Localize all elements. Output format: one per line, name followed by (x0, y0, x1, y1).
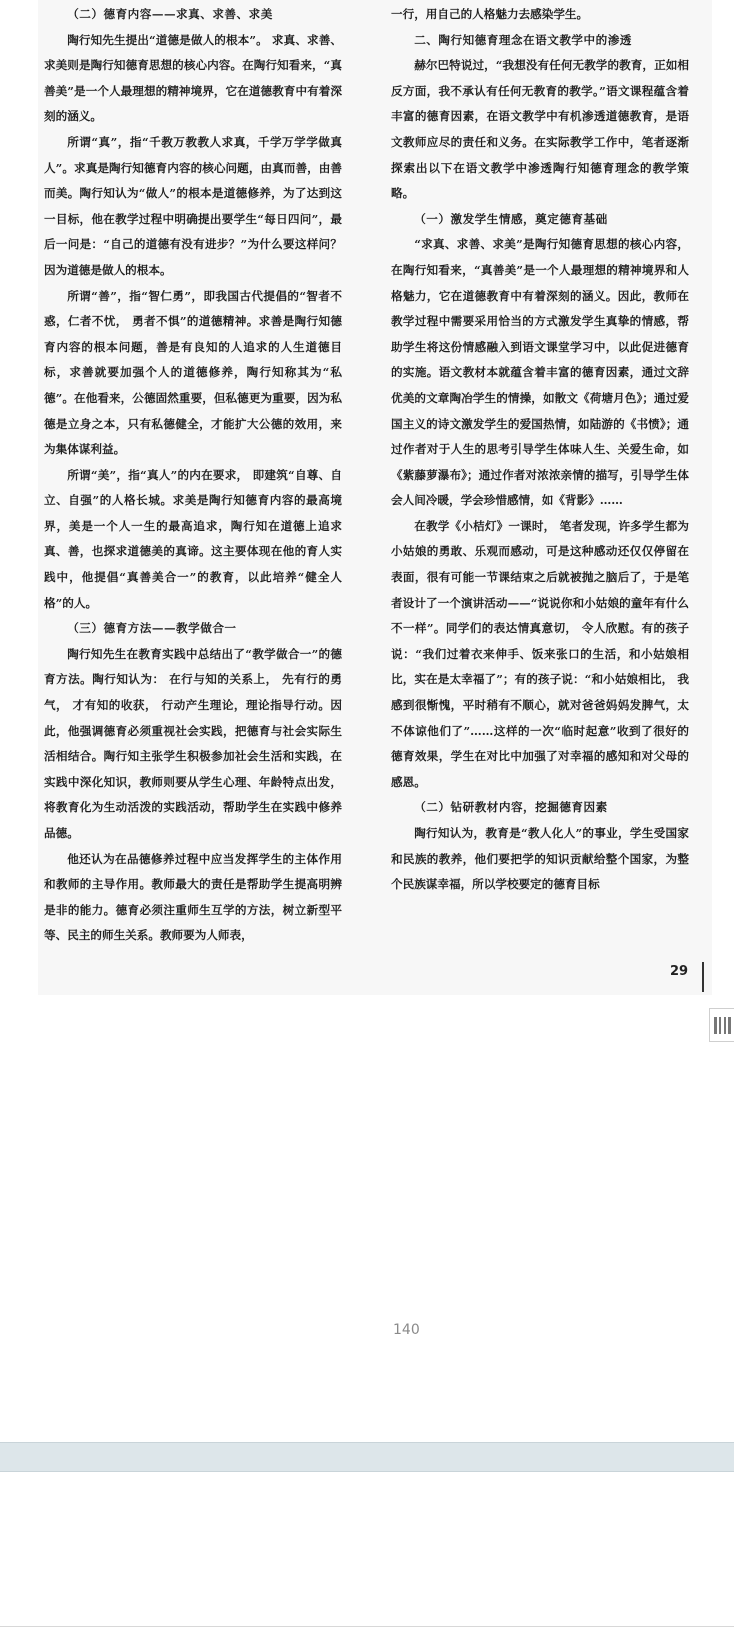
bottom-divider (0, 1626, 734, 1627)
paragraph: “求真、求善、求美”是陶行知德育思想的核心内容，在陶行知看来，“真善美”是一个人最理想的精神境界和人格魅力，它在道德教育中有着深刻的涵义。因此，教师在教学过程中需要采用恰当的方式激发学生真挚的情感，帮助学生将这份情感融入到语文课堂学习中，以此促进德育的实施。语文教材本就蕴含着丰富的德育因素，通过文辞优美的文章陶冶学生的情操，如散文《荷塘月色》；通过爱国主义的诗文激发学生的爱国热情，如陆游的《书愤》；通过作者对于人生的思考引导学生体味人生、关爱生命，如《紫藤萝瀑布》；通过作者对浓浓亲情的描写，引导学生体会人间冷暖，学会珍惜感情，如《背影》…… (391, 237, 689, 508)
journal-page-number: 29 (670, 964, 689, 979)
section-heading-stimulate-emotion: （一）激发学生情感，奠定德育基础 (414, 211, 608, 226)
paragraph: 在教学《小桔灯》一课时， 笔者发现，许多学生都为小姑娘的勇敢、乐观而感动，可是这种感动还仅仅停留在表面，很有可能一节课结束之后就被抛之脑后了，于是笔者设计了一个演讲活动——“说说你和小姑娘的童年有什么不一样”。同学们的表达情真意切， 令人欣慰。有的孩子说：“我们过着衣来伸手、饭来张口的生活，和小姑娘相比，实在是太幸福了”；有的孩子说：“和小姑娘相比， 我感到很惭愧，平时稍有不顺心，就对爸爸妈妈发脾气，太不体谅他们了”……这样的一次“临时起意”收到了很好的德育效果，学生在对比中加强了对幸福的感知和对父母的感恩。 (391, 518, 689, 789)
paragraph: 陶行知先生提出“道德是做人的根本”。 求真、求善、求美则是陶行知德育思想的核心内容。在陶行知看来，“真善美”是一个人最理想的精神境界，它在道德教育中有着深刻的涵义。 (44, 32, 342, 124)
qr-code-icon (714, 1017, 731, 1034)
paragraph: 赫尔巴特说过，“我想没有任何无教学的教育，正如相反方面，我不承认有任何无教育的教学。”语文课程蕴含着丰富的德育因素，在语文教学中有机渗透道德教育，是语文教师应尽的责任和义务。在实际教学工作中，笔者逐渐探索出以下在语文教学中渗透陶行知德育理念的教学策略。 (391, 58, 689, 201)
paragraph: 所谓“善”，指“智仁勇”，即我国古代提倡的“智者不惑，仁者不忧， 勇者不惧”的道德精神。求善是陶行知德育内容的根本问题，善是有良知的人追求的人生道德目标，求善就要加强个人的道德修养，陶行知称其为“私德”。在他看来，公德固然重要，但私德更为重要，因为私德是立身之本，只有私德健全，才能扩大公德的效用，来为集体谋利益。 (44, 288, 342, 457)
qr-code-tab[interactable] (709, 1008, 734, 1042)
left-column (44, 2, 342, 949)
viewer-toolbar-strip (0, 1442, 734, 1472)
viewer-page-number: 140 (393, 1322, 420, 1338)
paragraph: 陶行知认为，教育是“教人化人”的事业，学生受国家和民族的教养，他们要把学的知识贡献给整个国家，为整个民族谋幸福，所以学校要定的德育目标 (391, 826, 689, 892)
section-heading-main: 二、陶行知德育理念在语文教学中的渗透 (414, 32, 632, 47)
section-heading-moral-content: （二）德育内容——求真、求善、求美 (67, 7, 273, 21)
paragraph: 所谓“真”，指“千教万教教人求真，千学万学学做真人”。求真是陶行知德育内容的核心问题，由真而善，由善而美。陶行知认为“做人”的根本是道德修养，为了达到这一目标，他在教学过程中明确提出要学生“每日四问”，最后一问是：“自己的道德有没有进步？”为什么要这样问？因为道德是做人的根本。 (44, 134, 342, 277)
paragraph-continuation: 一行，用自己的人格魅力去感染学生。 (391, 7, 589, 21)
right-column (391, 2, 689, 898)
page-number-bar (702, 962, 704, 992)
paragraph: 所谓“美”，指“真人”的内在要求， 即建筑“自尊、自立、自强”的人格长城。求美是陶行知德育内容的最高境界，美是一个人一生的最高追求，陶行知在道德上追求真、善，也探求道德美的真谛。这主要体现在他的育人实践中，他提倡“真善美合一”的教育，以此培养“健全人格”的人。 (44, 467, 342, 610)
section-heading-moral-method: （三）德育方法——教学做合一 (67, 621, 237, 636)
paragraph: 陶行知先生在教育实践中总结出了“教学做合一”的德育方法。陶行知认为： 在行与知的关系上， 先有行的勇气， 才有知的收获， 行动产生理论，理论指导行动。因此，他强调德育必须重视社会实践，把德育与社会实际生活相结合。陶行知主张学生积极参加社会生活和实践，在实践中深化知识，教师则要从学生心理、年龄特点出发，将教育化为生动活泼的实践活动，帮助学生在实践中修养品德。 (44, 646, 342, 840)
paragraph: 他还认为在品德修养过程中应当发挥学生的主体作用和教师的主导作用。教师最大的责任是帮助学生提高明辨是非的能力。德育必须注重师生互学的方法，树立新型平等、民主的师生关系。教师要为人师表， (44, 851, 342, 943)
section-heading-study-materials: （二）钻研教材内容，挖掘德育因素 (414, 800, 608, 815)
